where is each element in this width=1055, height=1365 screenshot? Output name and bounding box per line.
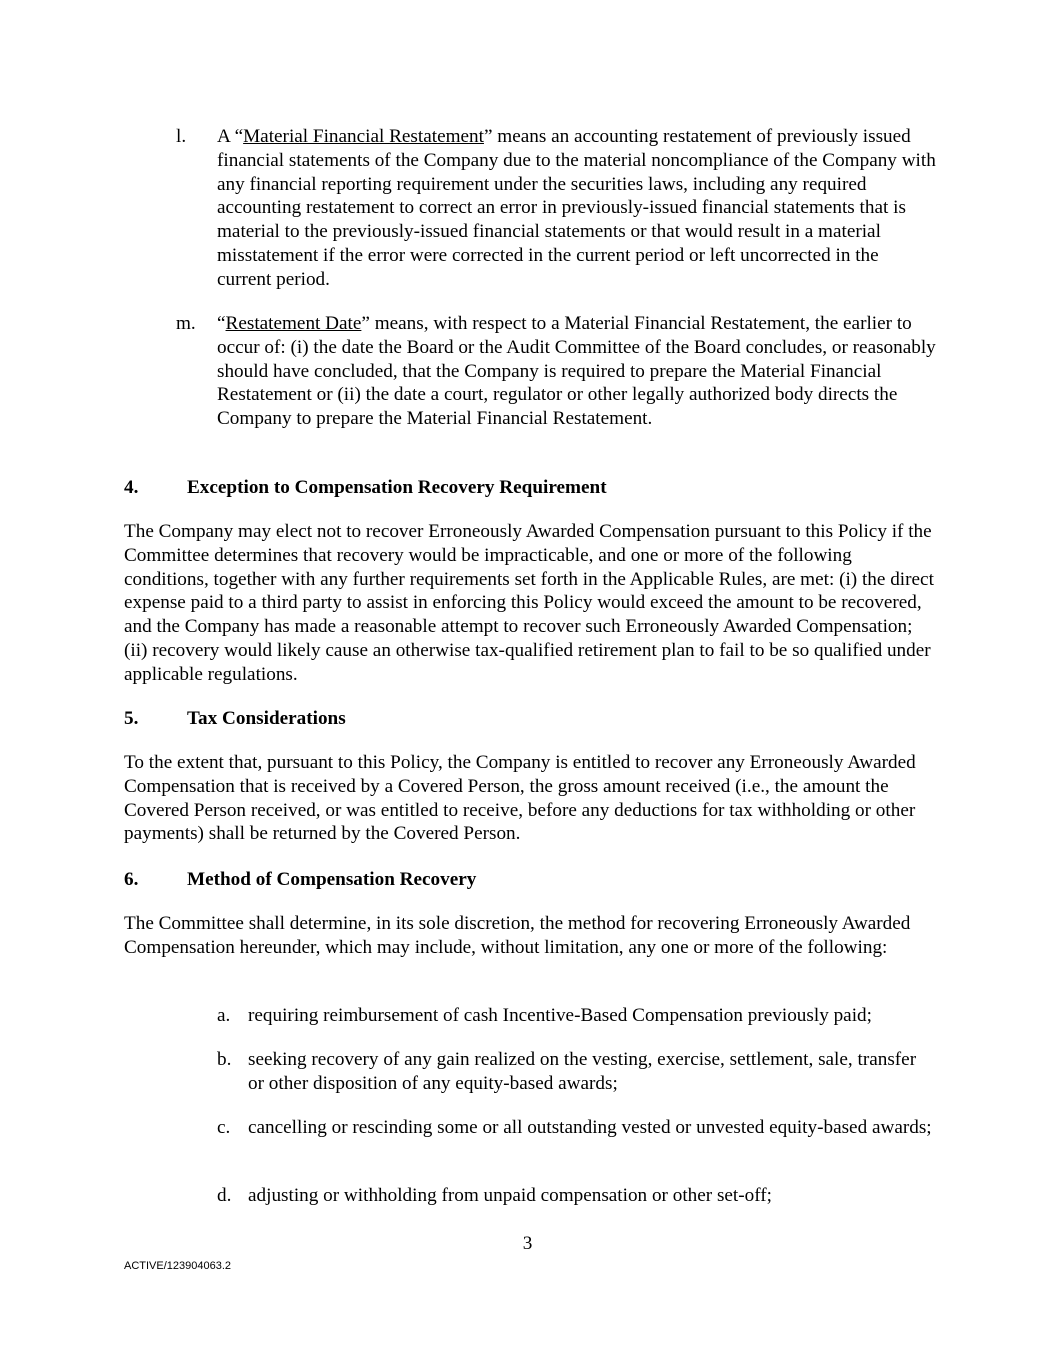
item-text <box>217 125 936 292</box>
document-id-footer: ACTIVE/123904063.2 <box>124 1260 232 1272</box>
text-post: ” means an accounting restatement of previously issued financial statements of the Company due to the material noncompliance of the Company with any financial reporting requirement under the securities laws, including any required accounting restatement to correct an error in previously-issued financial statements that is material to the previously-issued financial statements or that would result in a material misstatement if the error were corrected in the current period or left uncorrected in the current period. <box>217 126 936 290</box>
item-label: d. <box>217 1185 232 1206</box>
text-post: ” means, with respect to a Material Financial Restatement, the earlier to occur of: (i) the date the Board or the Audit Committee of the Board concludes, or reasonably should have concluded, that the Company is required to prepare the Material Financial Restatement or (ii) the date a court, regulator or other legally authorized body directs the Company to prepare the Material Financial Restatement. <box>217 313 936 430</box>
item-text: requiring reimbursement of cash Incentive-Based Compensation previously paid; <box>248 1005 872 1026</box>
item-text: cancelling or rescinding some or all outstanding vested or unvested equity-based awards; <box>248 1117 932 1138</box>
item-text: seeking recovery of any gain realized on the vesting, exercise, settlement, sale, transfer or other disposition of any equity-based awards; <box>248 1049 917 1094</box>
item-text <box>217 312 936 431</box>
section-title: Method of Compensation Recovery <box>187 869 477 890</box>
item-label: b. <box>217 1049 232 1070</box>
defined-term: Restatement Date <box>225 313 362 334</box>
section-title: Exception to Compensation Recovery Requirement <box>187 477 607 498</box>
defined-term: Material Financial Restatement <box>243 126 484 147</box>
text-pre: A “ <box>217 126 244 147</box>
item-label: a. <box>217 1005 231 1026</box>
section-number: 6. <box>124 869 139 890</box>
text-pre: “ <box>217 313 226 334</box>
section-number: 5. <box>124 708 139 729</box>
section-title: Tax Considerations <box>187 708 346 729</box>
item-label: c. <box>217 1117 231 1138</box>
item-label: m. <box>176 313 196 334</box>
item-label: l. <box>176 126 187 147</box>
section-6-body: The Committee shall determine, in its sole discretion, the method for recovering Erroneously Awarded Compensation hereunder, which may include, without limitation, any one or more of the following: <box>124 913 911 958</box>
item-text: adjusting or withholding from unpaid compensation or other set-off; <box>248 1185 773 1206</box>
page-number: 3 <box>522 1233 533 1254</box>
section-4-body: The Company may elect not to recover Erroneously Awarded Compensation pursuant to this Policy if the Committee determines that recovery would be impracticable, and one or more of the following conditions, together with any further requirements set forth in the Applicable Rules, are met: (i) the direct expense paid to a third party to assist in enforcing this Policy would exceed the amount to be recovered, and the Company has made a reasonable attempt to recover such Erroneously Awarded Compensation; (ii) recovery would likely cause an otherwise tax-qualified retirement plan to fail to be so qualified under applicable regulations. <box>124 521 934 685</box>
section-number: 4. <box>124 477 139 498</box>
section-5-body: To the extent that, pursuant to this Policy, the Company is entitled to recover any Erroneously Awarded Compensation that is received by a Covered Person, the gross amount received (i.e., the amount the Covered Person received, or was entitled to receive, before any deductions for tax withholding or other payments) shall be returned by the Covered Person. <box>124 752 916 845</box>
